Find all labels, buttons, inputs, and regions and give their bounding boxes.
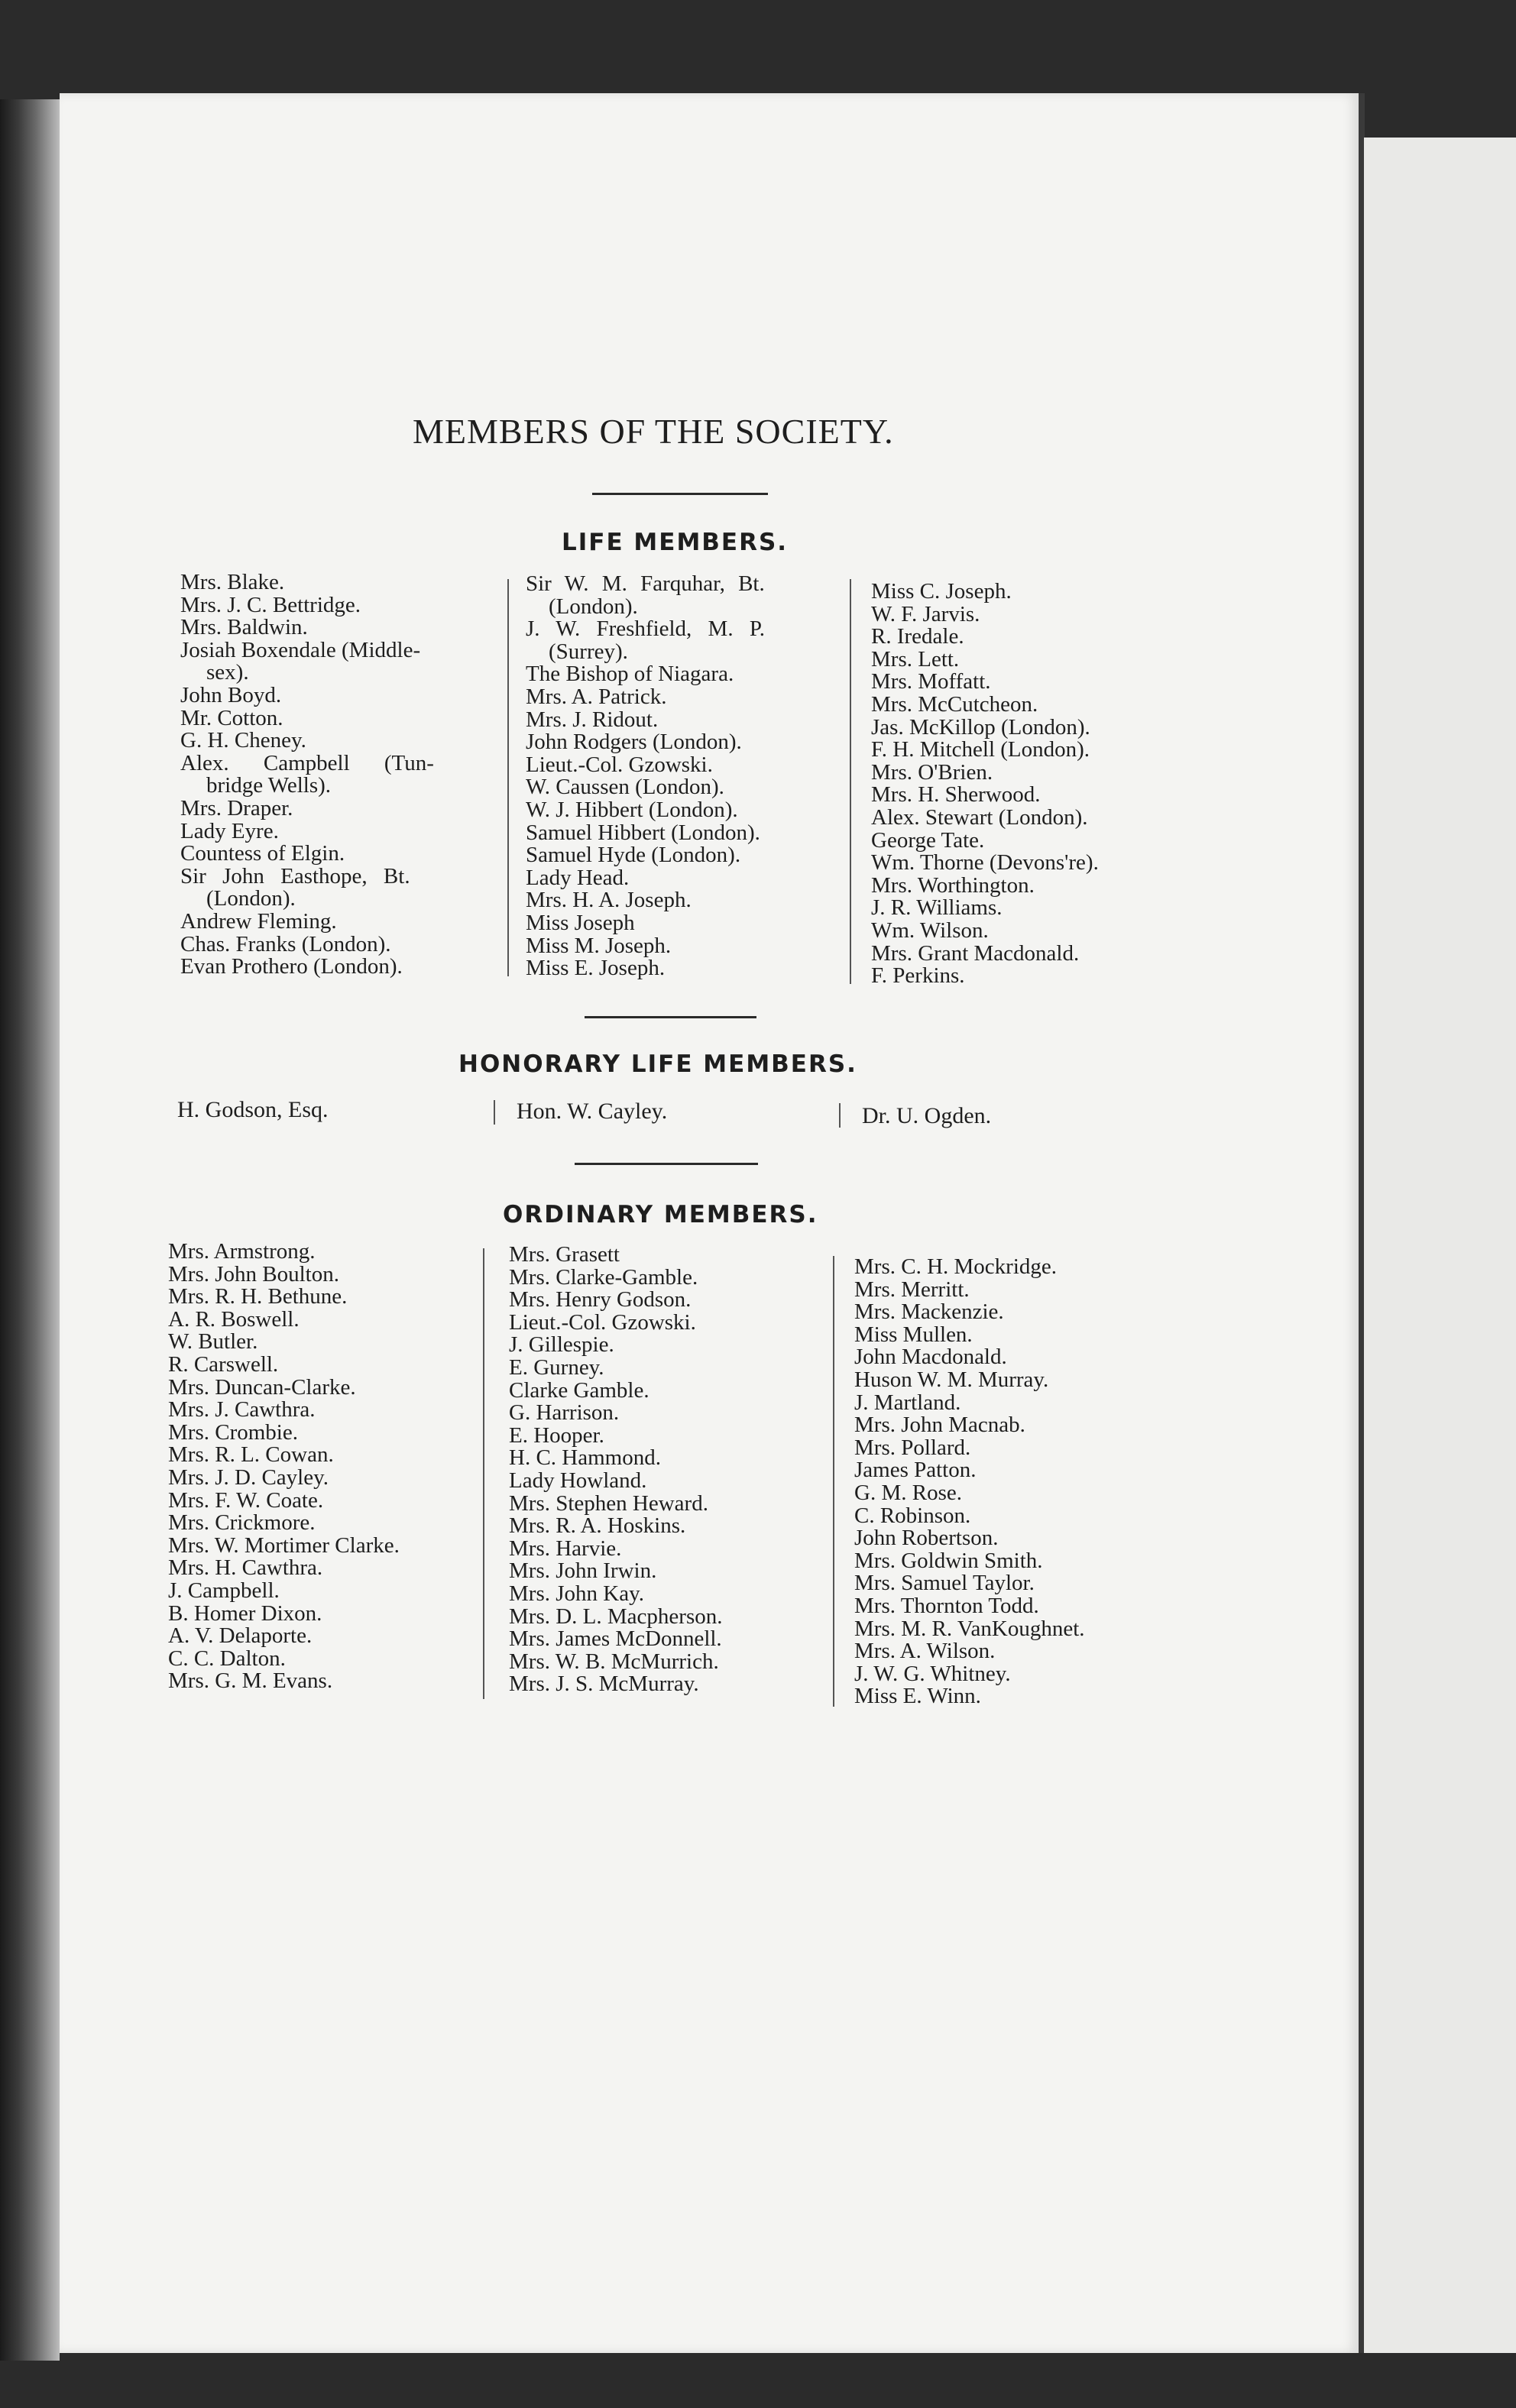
- list-item: Mrs. Goldwin Smith.: [854, 1548, 1043, 1573]
- honorary-member-3: Dr. U. Ogden.: [862, 1103, 992, 1128]
- list-item: W. Caussen (London).: [526, 775, 724, 800]
- list-item: Mrs. R. A. Hoskins.: [509, 1513, 686, 1539]
- section-divider: [585, 1016, 756, 1018]
- list-item: B. Homer Dixon.: [168, 1600, 322, 1626]
- list-item: Lady Eyre.: [180, 818, 279, 843]
- list-item: Mrs. Harvie.: [509, 1536, 622, 1561]
- list-item: W. F. Jarvis.: [871, 601, 980, 626]
- list-item: Mrs. Clarke-Gamble.: [509, 1264, 698, 1290]
- column-divider: [483, 1248, 484, 1699]
- list-item: Mrs. James McDonnell.: [509, 1626, 722, 1652]
- ordinary-members-col-3: [854, 1256, 1085, 1708]
- list-item: Mrs. Grasett: [509, 1242, 620, 1267]
- list-item: Mrs. J. Ridout.: [526, 707, 659, 732]
- column-divider: [494, 1100, 495, 1125]
- list-item: John Robertson.: [854, 1526, 999, 1551]
- list-item: Wm. Thorne (Devons're).: [871, 850, 1099, 875]
- list-item: Mrs. A. Patrick.: [526, 684, 667, 709]
- list-item: G. M. Rose.: [854, 1480, 962, 1505]
- column-divider: [507, 579, 509, 976]
- list-item: Mrs. J. Cawthra.: [168, 1397, 316, 1422]
- list-item: Sir John Easthope, Bt.: [180, 863, 410, 888]
- list-item: Mrs. John Macnab.: [854, 1413, 1025, 1438]
- list-item-continuation: (London).: [206, 886, 296, 911]
- list-item: Clarke Gamble.: [509, 1377, 649, 1403]
- list-item: Countess of Elgin.: [180, 841, 345, 866]
- list-item: Lady Head.: [526, 865, 630, 890]
- list-item: Mrs. Blake.: [180, 570, 285, 594]
- list-item: Samuel Hyde (London).: [526, 843, 741, 868]
- list-item: J. Gillespie.: [509, 1332, 614, 1358]
- honorary-members-heading: HONORARY LIFE MEMBERS.: [458, 1050, 857, 1078]
- honorary-member-2: Hon. W. Cayley.: [517, 1099, 668, 1124]
- list-item: The Bishop of Niagara.: [526, 662, 734, 687]
- list-item: C. Robinson.: [854, 1503, 971, 1528]
- list-item: G. Harrison.: [509, 1400, 620, 1426]
- list-item: Mr. Cotton.: [180, 705, 283, 730]
- list-item: James Patton.: [854, 1458, 977, 1483]
- list-item: Andrew Fleming.: [180, 908, 337, 934]
- list-item: Samuel Hibbert (London).: [526, 820, 760, 845]
- list-item: Mrs. Crombie.: [168, 1419, 298, 1445]
- list-item: Mrs. McCutcheon.: [871, 691, 1038, 717]
- list-item: J. W. Freshfield, M. P.: [526, 617, 766, 642]
- list-item: Jas. McKillop (London).: [871, 714, 1090, 740]
- list-item: Miss M. Joseph.: [526, 933, 672, 958]
- list-item: Wm. Wilson.: [871, 918, 989, 943]
- list-item: A. V. Delaporte.: [168, 1623, 313, 1649]
- list-item: G. H. Cheney.: [180, 728, 306, 753]
- list-item: Mrs. C. H. Mockridge.: [854, 1254, 1058, 1279]
- list-item: Chas. Franks (London).: [180, 931, 391, 956]
- ordinary-members-col-1: [168, 1241, 400, 1693]
- list-item: C. C. Dalton.: [168, 1646, 286, 1671]
- list-item: Mrs. J. D. Cayley.: [168, 1465, 329, 1490]
- life-members-col-3: [871, 581, 1099, 988]
- page-title: MEMBERS OF THE SOCIETY.: [413, 412, 894, 451]
- life-members-col-2: [526, 573, 765, 980]
- list-item: Alex. Campbell (Tun-: [180, 750, 434, 775]
- list-item: Sir W. M. Farquhar, Bt.: [526, 571, 765, 596]
- column-divider: [839, 1103, 841, 1128]
- list-item: John Macdonald.: [854, 1345, 1007, 1370]
- list-item: J. Martland.: [854, 1390, 961, 1415]
- list-item: Mrs. F. W. Coate.: [168, 1487, 324, 1513]
- list-item: Mrs. John Kay.: [509, 1581, 644, 1606]
- column-divider: [833, 1256, 834, 1707]
- book-spine-edge: [0, 99, 60, 2361]
- list-item: A. R. Boswell.: [168, 1306, 300, 1332]
- list-item: R. Carswell.: [168, 1351, 279, 1377]
- list-item: Mrs. Crickmore.: [168, 1510, 316, 1536]
- life-members-heading: LIFE MEMBERS.: [562, 529, 789, 556]
- list-item: Mrs. Mackenzie.: [854, 1299, 1004, 1325]
- column-divider: [850, 579, 851, 984]
- list-item: Mrs. H. Sherwood.: [871, 782, 1041, 808]
- honorary-member-1: H. Godson, Esq.: [177, 1097, 329, 1122]
- list-item: R. Iredale.: [871, 624, 964, 649]
- list-item: Mrs. Samuel Taylor.: [854, 1571, 1035, 1596]
- list-item: Alex. Stewart (London).: [871, 804, 1088, 830]
- list-item: J. R. Williams.: [871, 895, 1003, 921]
- list-item: W. J. Hibbert (London).: [526, 797, 738, 822]
- list-item: Mrs. Baldwin.: [180, 615, 308, 640]
- list-item: Miss E. Joseph.: [526, 956, 666, 981]
- list-item: Mrs. H. A. Joseph.: [526, 888, 692, 913]
- list-item: Mrs. Stephen Heward.: [509, 1490, 708, 1516]
- list-item: Mrs. J. S. McMurray.: [509, 1672, 699, 1697]
- list-item: Mrs. G. M. Evans.: [168, 1668, 333, 1694]
- list-item: J. Campbell.: [168, 1578, 280, 1603]
- list-item: Lieut.-Col. Gzowski.: [509, 1309, 696, 1335]
- list-item: Mrs. W. Mortimer Clarke.: [168, 1533, 400, 1558]
- list-item: Mrs. Armstrong.: [168, 1239, 316, 1264]
- list-item: Mrs. Merritt.: [854, 1277, 970, 1302]
- list-item: Mrs. Henry Godson.: [509, 1287, 692, 1312]
- list-item: J. W. G. Whitney.: [854, 1661, 1011, 1686]
- list-item: F. Perkins.: [871, 963, 965, 989]
- list-item: Mrs. O'Brien.: [871, 759, 993, 785]
- list-item: E. Gurney.: [509, 1354, 604, 1380]
- title-divider: [592, 493, 768, 495]
- list-item: Mrs. J. C. Bettridge.: [180, 592, 361, 617]
- list-item: H. C. Hammond.: [509, 1445, 661, 1471]
- list-item-continuation: sex).: [206, 660, 249, 685]
- list-item: Mrs. A. Wilson.: [854, 1639, 996, 1664]
- list-item-continuation: (London).: [549, 594, 638, 619]
- list-item: John Rodgers (London).: [526, 730, 742, 755]
- list-item: Mrs. John Irwin.: [509, 1558, 657, 1584]
- list-item: George Tate.: [871, 827, 985, 853]
- list-item: Lieut.-Col. Gzowski.: [526, 752, 713, 777]
- list-item: Mrs. Worthington.: [871, 872, 1035, 898]
- ordinary-members-col-2: [509, 1244, 722, 1696]
- list-item: F. H. Mitchell (London).: [871, 737, 1090, 762]
- list-item: Miss E. Winn.: [854, 1684, 981, 1709]
- list-item: Mrs. Pollard.: [854, 1435, 971, 1460]
- list-item: Mrs. Draper.: [180, 795, 293, 820]
- list-item: W. Butler.: [168, 1329, 258, 1354]
- list-item: Mrs. Duncan-Clarke.: [168, 1374, 356, 1400]
- list-item-continuation: (Surrey).: [549, 639, 628, 664]
- list-item: Mrs. John Boulton.: [168, 1261, 339, 1287]
- list-item: Mrs. Grant Macdonald.: [871, 940, 1080, 966]
- adjacent-page-edge: [1364, 138, 1516, 2353]
- list-item: Mrs. W. B. McMurrich.: [509, 1649, 719, 1674]
- list-item: Mrs. D. L. Macpherson.: [509, 1604, 723, 1629]
- list-item: Miss Joseph: [526, 910, 635, 935]
- list-item: Mrs. Lett.: [871, 646, 960, 672]
- list-item: Miss C. Joseph.: [871, 579, 1012, 604]
- list-item: Miss Mullen.: [854, 1322, 973, 1347]
- list-item: Josiah Boxendale (Middle-: [180, 637, 421, 662]
- list-item: Mrs. H. Cawthra.: [168, 1555, 323, 1581]
- list-item: Lady Howland.: [509, 1468, 647, 1493]
- list-item: John Boyd.: [180, 682, 282, 707]
- list-item: Mrs. Thornton Todd.: [854, 1593, 1039, 1618]
- life-members-col-1: [180, 571, 434, 979]
- list-item: Evan Prothero (London).: [180, 954, 403, 979]
- section-divider: [575, 1163, 758, 1165]
- list-item: Mrs. Moffatt.: [871, 669, 991, 694]
- list-item: Mrs. M. R. VanKoughnet.: [854, 1616, 1085, 1641]
- list-item: Huson W. M. Murray.: [854, 1367, 1049, 1392]
- list-item-continuation: bridge Wells).: [206, 773, 332, 798]
- list-item: Mrs. R. L. Cowan.: [168, 1442, 334, 1468]
- list-item: E. Hooper.: [509, 1422, 604, 1448]
- ordinary-members-heading: ORDINARY MEMBERS.: [503, 1201, 818, 1228]
- list-item: Mrs. R. H. Bethune.: [168, 1284, 348, 1309]
